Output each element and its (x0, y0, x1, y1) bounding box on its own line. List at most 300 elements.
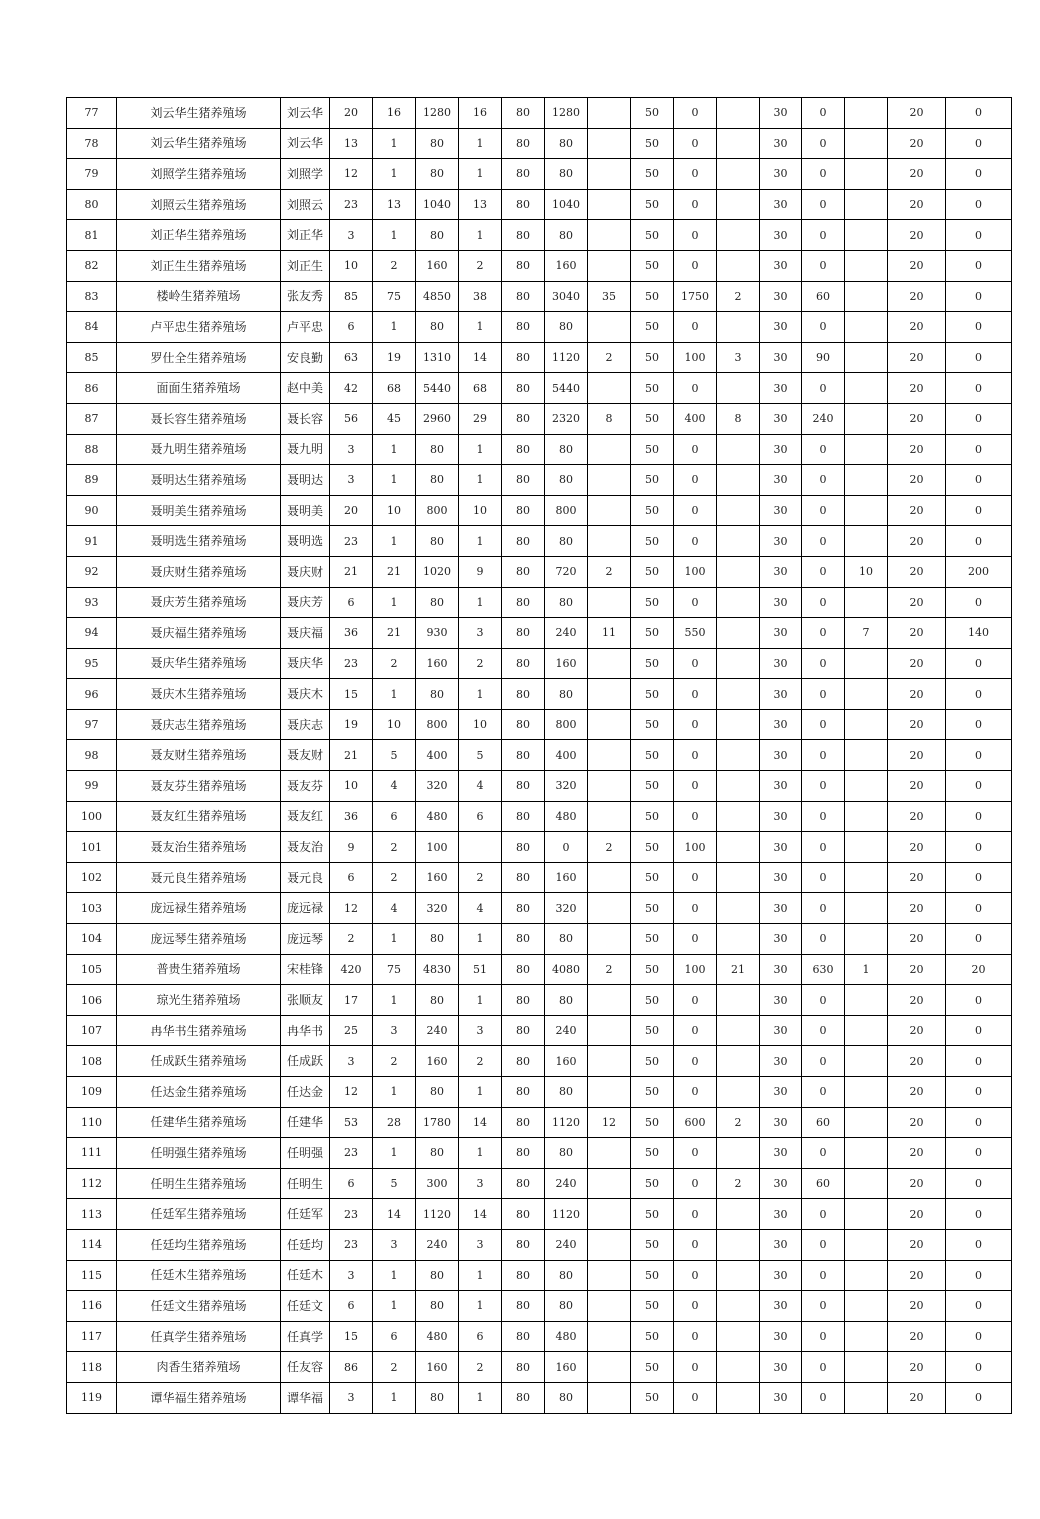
value-cell (588, 1199, 631, 1230)
value-cell: 1 (459, 159, 502, 190)
value-cell: 20 (888, 1229, 946, 1260)
value-cell: 0 (802, 862, 845, 893)
value-cell: 80 (416, 1077, 459, 1108)
table-row (67, 434, 1012, 465)
value-cell: 160 (416, 250, 459, 281)
value-cell: 1 (373, 312, 416, 343)
value-cell (588, 985, 631, 1016)
value-cell: 1 (373, 220, 416, 251)
value-cell: 50 (631, 1015, 674, 1046)
value-cell: 50 (631, 1352, 674, 1383)
value-cell: 20 (888, 465, 946, 496)
value-cell: 68 (373, 373, 416, 404)
value-cell: 1 (373, 679, 416, 710)
value-cell (717, 159, 760, 190)
farm-name-cell: 刘正生生猪养殖场 (117, 250, 281, 281)
value-cell: 0 (946, 1199, 1012, 1230)
value-cell: 0 (946, 220, 1012, 251)
value-cell: 160 (416, 862, 459, 893)
value-cell (845, 98, 888, 129)
farm-name-cell: 任建华生猪养殖场 (117, 1107, 281, 1138)
row-number-cell: 97 (67, 709, 117, 740)
value-cell: 30 (760, 771, 802, 802)
value-cell: 0 (946, 1321, 1012, 1352)
value-cell: 50 (631, 1199, 674, 1230)
value-cell: 80 (502, 220, 545, 251)
table-row (67, 832, 1012, 863)
value-cell (845, 1199, 888, 1230)
owner-name-cell: 任明生 (281, 1168, 330, 1199)
value-cell: 30 (760, 801, 802, 832)
value-cell: 36 (330, 618, 373, 649)
row-number-cell: 104 (67, 924, 117, 955)
value-cell: 0 (802, 832, 845, 863)
value-cell: 0 (802, 924, 845, 955)
table-row (67, 801, 1012, 832)
table-row (67, 1046, 1012, 1077)
value-cell (717, 312, 760, 343)
value-cell (845, 1382, 888, 1413)
value-cell: 5 (459, 740, 502, 771)
value-cell (588, 709, 631, 740)
value-cell: 100 (416, 832, 459, 863)
farm-name-cell: 任廷文生猪养殖场 (117, 1291, 281, 1322)
value-cell (845, 1168, 888, 1199)
value-cell: 20 (888, 618, 946, 649)
value-cell: 0 (674, 312, 717, 343)
value-cell (845, 526, 888, 557)
value-cell: 20 (888, 801, 946, 832)
value-cell: 0 (674, 250, 717, 281)
value-cell (588, 679, 631, 710)
value-cell: 0 (802, 648, 845, 679)
value-cell: 20 (888, 832, 946, 863)
value-cell: 30 (760, 740, 802, 771)
value-cell: 0 (674, 1046, 717, 1077)
value-cell: 0 (545, 832, 588, 863)
value-cell: 100 (674, 342, 717, 373)
value-cell: 1 (373, 526, 416, 557)
value-cell: 80 (416, 985, 459, 1016)
value-cell: 0 (802, 801, 845, 832)
farm-name-cell: 聂长容生猪养殖场 (117, 403, 281, 434)
value-cell: 80 (545, 220, 588, 251)
value-cell: 3 (459, 1015, 502, 1046)
value-cell: 100 (674, 832, 717, 863)
value-cell: 0 (802, 250, 845, 281)
value-cell: 20 (888, 1046, 946, 1077)
value-cell: 3 (330, 1382, 373, 1413)
value-cell: 80 (502, 465, 545, 496)
owner-name-cell: 刘云华 (281, 128, 330, 159)
value-cell (588, 220, 631, 251)
owner-name-cell: 聂元良 (281, 862, 330, 893)
farm-name-cell: 任廷木生猪养殖场 (117, 1260, 281, 1291)
row-number-cell: 114 (67, 1229, 117, 1260)
value-cell: 63 (330, 342, 373, 373)
value-cell: 30 (760, 1077, 802, 1108)
value-cell: 6 (330, 312, 373, 343)
value-cell: 23 (330, 1229, 373, 1260)
value-cell: 0 (802, 98, 845, 129)
value-cell: 3 (459, 1168, 502, 1199)
row-number-cell: 106 (67, 985, 117, 1016)
value-cell: 30 (760, 1229, 802, 1260)
value-cell: 80 (502, 587, 545, 618)
table-row (67, 1077, 1012, 1108)
farm-name-cell: 刘云华生猪养殖场 (117, 128, 281, 159)
value-cell (845, 465, 888, 496)
value-cell: 0 (946, 648, 1012, 679)
value-cell: 80 (545, 679, 588, 710)
row-number-cell: 94 (67, 618, 117, 649)
value-cell: 50 (631, 1107, 674, 1138)
value-cell (845, 1138, 888, 1169)
value-cell: 2 (717, 1168, 760, 1199)
value-cell: 50 (631, 1382, 674, 1413)
value-cell: 480 (416, 1321, 459, 1352)
value-cell: 2 (459, 648, 502, 679)
value-cell (717, 1199, 760, 1230)
value-cell: 50 (631, 893, 674, 924)
value-cell (588, 648, 631, 679)
table-row (67, 709, 1012, 740)
value-cell: 160 (416, 1352, 459, 1383)
value-cell: 0 (674, 740, 717, 771)
value-cell: 50 (631, 403, 674, 434)
value-cell: 1 (373, 587, 416, 618)
value-cell: 0 (946, 250, 1012, 281)
value-cell: 80 (502, 985, 545, 1016)
value-cell: 1120 (545, 1199, 588, 1230)
owner-name-cell: 任友容 (281, 1352, 330, 1383)
farm-name-cell: 琼光生猪养殖场 (117, 985, 281, 1016)
value-cell: 50 (631, 618, 674, 649)
value-cell (717, 740, 760, 771)
value-cell: 20 (888, 1352, 946, 1383)
value-cell (717, 495, 760, 526)
value-cell: 80 (545, 985, 588, 1016)
row-number-cell: 102 (67, 862, 117, 893)
value-cell: 1 (459, 526, 502, 557)
value-cell: 50 (631, 832, 674, 863)
value-cell: 50 (631, 495, 674, 526)
value-cell: 1120 (545, 342, 588, 373)
value-cell: 30 (760, 526, 802, 557)
value-cell: 0 (802, 434, 845, 465)
value-cell: 600 (674, 1107, 717, 1138)
value-cell: 80 (502, 526, 545, 557)
value-cell (717, 465, 760, 496)
row-number-cell: 101 (67, 832, 117, 863)
value-cell: 1 (373, 1382, 416, 1413)
value-cell: 1 (459, 220, 502, 251)
value-cell (845, 403, 888, 434)
row-number-cell: 86 (67, 373, 117, 404)
value-cell: 50 (631, 679, 674, 710)
value-cell: 80 (545, 526, 588, 557)
value-cell: 240 (545, 618, 588, 649)
value-cell: 0 (674, 771, 717, 802)
owner-name-cell: 刘正生 (281, 250, 330, 281)
value-cell: 0 (674, 985, 717, 1016)
value-cell: 80 (545, 159, 588, 190)
value-cell: 3 (330, 434, 373, 465)
value-cell (845, 1291, 888, 1322)
value-cell (717, 1046, 760, 1077)
value-cell: 1 (459, 1382, 502, 1413)
value-cell: 80 (545, 1382, 588, 1413)
value-cell: 0 (946, 159, 1012, 190)
value-cell (845, 1321, 888, 1352)
value-cell: 0 (802, 1260, 845, 1291)
value-cell (588, 526, 631, 557)
value-cell: 20 (888, 1077, 946, 1108)
value-cell (717, 373, 760, 404)
value-cell: 21 (330, 556, 373, 587)
value-cell: 80 (545, 465, 588, 496)
value-cell: 0 (802, 373, 845, 404)
value-cell: 50 (631, 954, 674, 985)
value-cell: 6 (459, 801, 502, 832)
value-cell: 20 (888, 312, 946, 343)
value-cell: 4080 (545, 954, 588, 985)
value-cell: 50 (631, 740, 674, 771)
value-cell: 0 (946, 771, 1012, 802)
value-cell: 50 (631, 1046, 674, 1077)
value-cell: 90 (802, 342, 845, 373)
owner-name-cell: 冉华书 (281, 1015, 330, 1046)
value-cell: 20 (888, 98, 946, 129)
value-cell: 50 (631, 1077, 674, 1108)
table-row (67, 740, 1012, 771)
row-number-cell: 113 (67, 1199, 117, 1230)
value-cell: 0 (674, 1138, 717, 1169)
row-number-cell: 92 (67, 556, 117, 587)
value-cell: 80 (502, 893, 545, 924)
value-cell: 240 (545, 1015, 588, 1046)
value-cell: 0 (674, 648, 717, 679)
farm-name-cell: 刘正华生猪养殖场 (117, 220, 281, 251)
value-cell: 12 (588, 1107, 631, 1138)
value-cell (588, 159, 631, 190)
value-cell (845, 709, 888, 740)
farm-name-cell: 任明生生猪养殖场 (117, 1168, 281, 1199)
value-cell (588, 801, 631, 832)
value-cell: 20 (888, 893, 946, 924)
value-cell: 3 (330, 465, 373, 496)
value-cell (717, 985, 760, 1016)
row-number-cell: 90 (67, 495, 117, 526)
value-cell: 20 (888, 1199, 946, 1230)
value-cell: 50 (631, 985, 674, 1016)
value-cell (588, 1382, 631, 1413)
value-cell: 20 (888, 403, 946, 434)
value-cell: 80 (502, 924, 545, 955)
value-cell: 30 (760, 1321, 802, 1352)
value-cell: 11 (588, 618, 631, 649)
farm-name-cell: 任廷均生猪养殖场 (117, 1229, 281, 1260)
value-cell: 80 (502, 1382, 545, 1413)
value-cell: 2 (588, 342, 631, 373)
value-cell: 2 (588, 954, 631, 985)
value-cell: 6 (373, 1321, 416, 1352)
row-number-cell: 89 (67, 465, 117, 496)
value-cell: 20 (888, 159, 946, 190)
row-number-cell: 107 (67, 1015, 117, 1046)
value-cell: 12 (330, 893, 373, 924)
value-cell: 320 (545, 771, 588, 802)
table-row (67, 128, 1012, 159)
value-cell: 20 (888, 862, 946, 893)
value-cell: 50 (631, 1260, 674, 1291)
row-number-cell: 116 (67, 1291, 117, 1322)
value-cell: 80 (502, 281, 545, 312)
value-cell: 1 (373, 1260, 416, 1291)
value-cell: 30 (760, 373, 802, 404)
table-row (67, 893, 1012, 924)
value-cell: 240 (545, 1168, 588, 1199)
owner-name-cell: 任真学 (281, 1321, 330, 1352)
value-cell: 10 (330, 771, 373, 802)
value-cell: 80 (545, 924, 588, 955)
value-cell: 0 (674, 1382, 717, 1413)
row-number-cell: 109 (67, 1077, 117, 1108)
value-cell: 23 (330, 1138, 373, 1169)
value-cell: 20 (888, 526, 946, 557)
owner-name-cell: 聂庆志 (281, 709, 330, 740)
value-cell: 80 (502, 342, 545, 373)
table-row (67, 98, 1012, 129)
value-cell: 50 (631, 220, 674, 251)
value-cell: 240 (802, 403, 845, 434)
value-cell: 20 (888, 342, 946, 373)
value-cell: 800 (416, 495, 459, 526)
value-cell: 30 (760, 1199, 802, 1230)
value-cell: 20 (888, 556, 946, 587)
table-row (67, 526, 1012, 557)
value-cell: 35 (588, 281, 631, 312)
farm-name-cell: 聂庆华生猪养殖场 (117, 648, 281, 679)
value-cell: 80 (502, 128, 545, 159)
value-cell: 2 (459, 862, 502, 893)
value-cell: 51 (459, 954, 502, 985)
value-cell: 30 (760, 434, 802, 465)
value-cell (588, 1321, 631, 1352)
value-cell (717, 1138, 760, 1169)
value-cell: 0 (946, 373, 1012, 404)
value-cell: 1 (373, 1077, 416, 1108)
value-cell: 30 (760, 679, 802, 710)
value-cell: 21 (373, 556, 416, 587)
table-row (67, 1138, 1012, 1169)
value-cell: 23 (330, 648, 373, 679)
farm-name-cell: 聂庆芳生猪养殖场 (117, 587, 281, 618)
value-cell: 20 (888, 1291, 946, 1322)
value-cell: 0 (802, 1321, 845, 1352)
value-cell: 80 (416, 526, 459, 557)
value-cell: 1 (459, 985, 502, 1016)
row-number-cell: 111 (67, 1138, 117, 1169)
row-number-cell: 84 (67, 312, 117, 343)
value-cell: 6 (330, 1291, 373, 1322)
value-cell: 23 (330, 189, 373, 220)
value-cell (717, 1352, 760, 1383)
row-number-cell: 98 (67, 740, 117, 771)
value-cell (845, 312, 888, 343)
table-row (67, 679, 1012, 710)
value-cell (845, 1229, 888, 1260)
row-number-cell: 119 (67, 1382, 117, 1413)
value-cell: 1 (459, 128, 502, 159)
owner-name-cell: 聂明美 (281, 495, 330, 526)
value-cell (717, 250, 760, 281)
table-row (67, 771, 1012, 802)
value-cell: 0 (946, 312, 1012, 343)
value-cell: 0 (802, 740, 845, 771)
row-number-cell: 110 (67, 1107, 117, 1138)
value-cell: 160 (416, 1046, 459, 1077)
value-cell: 53 (330, 1107, 373, 1138)
value-cell: 3040 (545, 281, 588, 312)
table-row (67, 924, 1012, 955)
value-cell (717, 220, 760, 251)
table-row (67, 1382, 1012, 1413)
value-cell: 0 (946, 1168, 1012, 1199)
value-cell: 80 (502, 832, 545, 863)
value-cell: 80 (416, 1291, 459, 1322)
value-cell: 50 (631, 1229, 674, 1260)
value-cell (717, 924, 760, 955)
value-cell: 50 (631, 373, 674, 404)
value-cell (717, 1382, 760, 1413)
value-cell: 0 (946, 740, 1012, 771)
value-cell: 13 (459, 189, 502, 220)
value-cell: 1 (459, 1260, 502, 1291)
table-row (67, 587, 1012, 618)
value-cell: 3 (330, 1046, 373, 1077)
value-cell: 4 (459, 893, 502, 924)
value-cell: 30 (760, 832, 802, 863)
value-cell: 1 (845, 954, 888, 985)
value-cell: 0 (674, 1229, 717, 1260)
value-cell (845, 648, 888, 679)
owner-name-cell: 聂庆福 (281, 618, 330, 649)
value-cell: 42 (330, 373, 373, 404)
value-cell: 0 (802, 679, 845, 710)
value-cell: 2 (588, 556, 631, 587)
value-cell: 0 (946, 832, 1012, 863)
value-cell (845, 924, 888, 955)
table-row (67, 1260, 1012, 1291)
value-cell: 20 (888, 648, 946, 679)
value-cell: 0 (946, 128, 1012, 159)
value-cell: 68 (459, 373, 502, 404)
value-cell (845, 587, 888, 618)
owner-name-cell: 赵中美 (281, 373, 330, 404)
value-cell: 50 (631, 98, 674, 129)
value-cell: 1 (459, 1291, 502, 1322)
value-cell: 3 (373, 1015, 416, 1046)
value-cell: 0 (946, 1260, 1012, 1291)
value-cell (717, 587, 760, 618)
owner-name-cell: 聂友治 (281, 832, 330, 863)
value-cell: 0 (946, 281, 1012, 312)
value-cell: 30 (760, 893, 802, 924)
table-row (67, 954, 1012, 985)
value-cell: 0 (674, 709, 717, 740)
value-cell: 0 (674, 1321, 717, 1352)
